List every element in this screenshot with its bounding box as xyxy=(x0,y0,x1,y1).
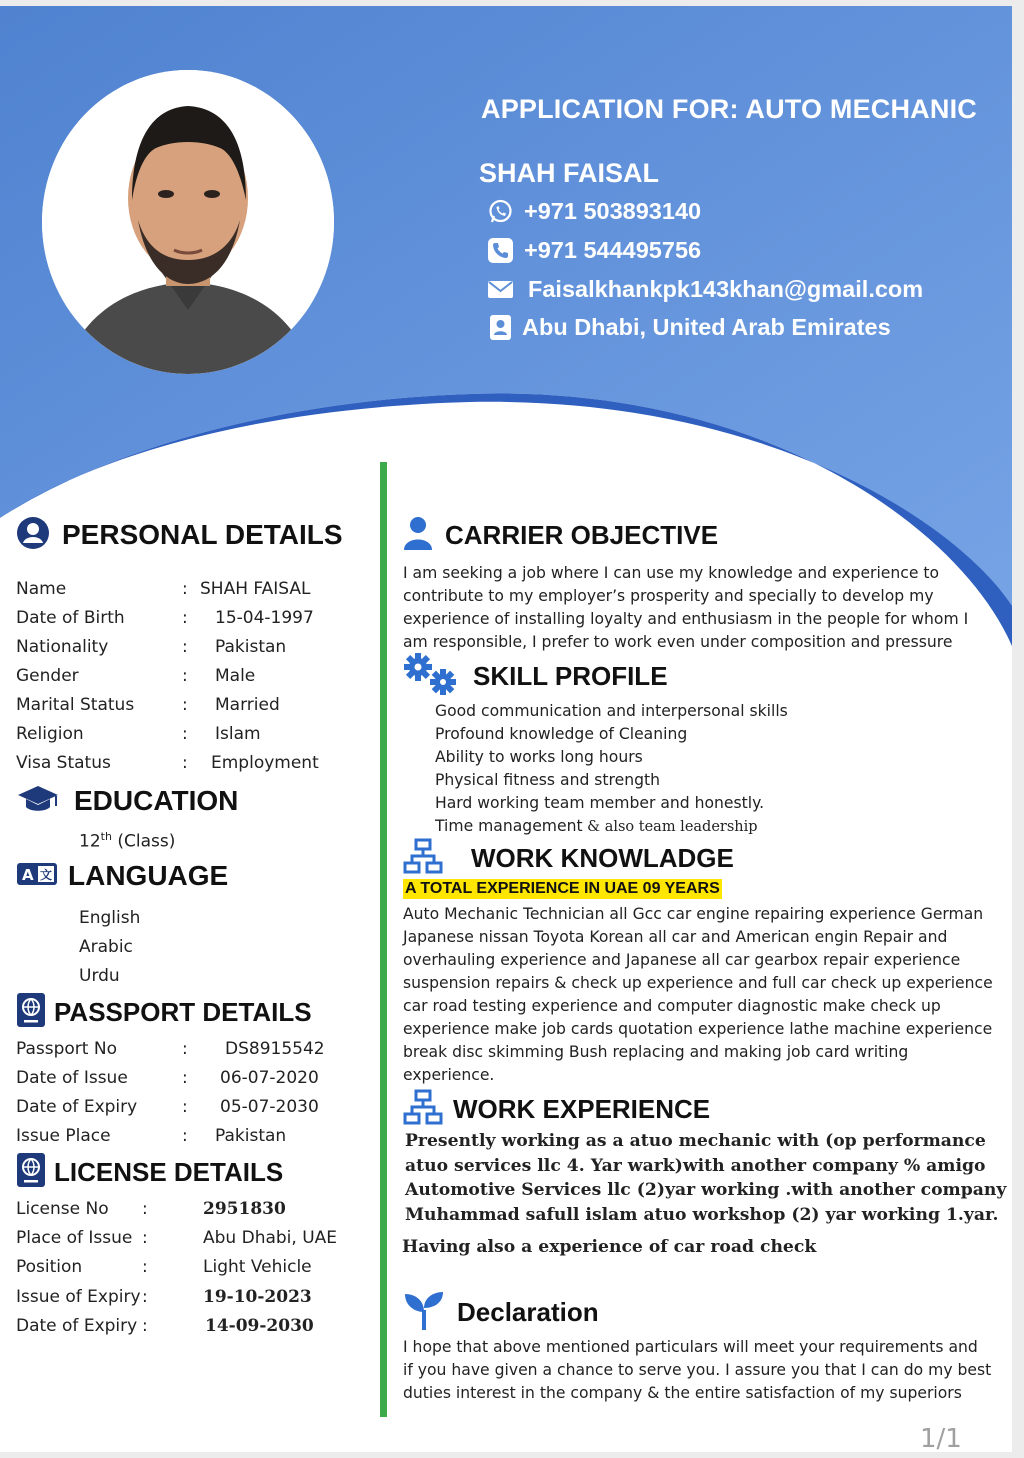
road-check-experience: Having also a experience of car road check xyxy=(402,1237,817,1257)
svg-text:A: A xyxy=(22,866,34,884)
language-item: English xyxy=(79,908,141,928)
application-title: APPLICATION FOR: AUTO MECHANIC xyxy=(481,94,977,124)
email-address: Faisalkhankpk143khan@gmail.com xyxy=(528,276,924,302)
total-experience-highlight: A TOTAL EXPERIENCE IN UAE 09 YEARS xyxy=(405,880,720,897)
whatsapp-number: +971 503893140 xyxy=(524,198,702,224)
work-knowledge-heading: WORK KNOWLADGE xyxy=(403,838,734,878)
phone-icon xyxy=(487,237,514,264)
profile-photo xyxy=(42,70,334,374)
list-item: Physical fitness and strength xyxy=(435,771,660,789)
resume-page: APPLICATION FOR: AUTO MECHANIC SHAH FAISAL +971 503893140 +971 544495756 Faisalkhankpk143khan@gmail.com Abu Dhabi, United Arab Emirates PERSONAL DETAILS Name : SHAH FAISAL Date of Birth : 15-04-1997 Nationality : Pakistan Gender : Male Marital Status : Married Religion : Islam Visa Status : Employment EDUCATION 12th (Class) A 文 LANGUAGE English Arabic Urdu PASSPORT DETAILS Passport No : DS8915542 Date of Issue : 06-07-2020 Date of Expiry : 05-07-2030 Issue Place : Pakistan LICENSE DETAILS License No : 2951830 Place of Issue : Abu Dhabi, UAE Position : Light Vehicle Issue of Expiry : 19-10-2023 Date of Expiry : 14-09-2030 CARRIER OBJECTIVE I am seeking a job where I can use my knowledge and experience to contribute to my employer’s prosperity and specially to develop my experience of installing loyalty and enthusiasm in the people for whom I am responsible, I prefer to work even under composition and pressure SKILL PROFILE Good communication and interpersonal skills Profound knowledge of Cleaning Ability to works long hours Physical fitness and strength Hard working team member and honestly. Time management & also team leadership WORK KNOWLADGE A TOTAL EXPERIENCE IN UAE 09 YEARS Auto Mechanic Technician all Gcc car engine repairing experience German Japanese nissan Toyota Korean all car and American engin Repair and overhauling experience and Japanese all car gearbox repair experience suspension repairs & check up experience and full car check up experience car road testing experience and computer diagnostic make check up experience make job cards quotation experience lathe machine experience break disc skimming Bush replacing and making job card writing experience. WORK EXPERIENCE Presently working as a atuo mechanic with (op performance atuo services llc 4. Yar wark)with another company % amigo Automotive Services llc (2)yar working .with another company Muhammad safull islam atuo workshop (2) yar working 1.yar. Having also a experience of car road check Declaration I hope that above mentioned particulars will meet your requirements and if you have given a chance to serve you. I assure you that I can do my best duties interest in the company & the entire satisfaction of my superiors 1/1 xyxy=(0,6,1012,1452)
graduation-cap-icon xyxy=(16,782,60,820)
sprout-icon xyxy=(403,1290,445,1334)
education-heading: EDUCATION xyxy=(16,782,238,820)
language-item: Arabic xyxy=(79,937,133,957)
skill-list xyxy=(435,700,788,839)
applicant-name: SHAH FAISAL xyxy=(479,158,660,188)
license-icon xyxy=(16,1152,46,1192)
license-details-heading: LICENSE DETAILS xyxy=(16,1152,283,1192)
translate-icon xyxy=(16,860,58,892)
network-icon xyxy=(403,1089,443,1129)
address-text: Abu Dhabi, United Arab Emirates xyxy=(522,314,891,340)
skill-profile-heading: SKILL PROFILE xyxy=(403,652,668,700)
declaration-heading: Declaration xyxy=(403,1290,599,1334)
network-icon xyxy=(403,838,443,878)
whatsapp-line[interactable] xyxy=(487,198,701,225)
list-item: Good communication and interpersonal skills xyxy=(435,702,788,720)
passport-icon xyxy=(16,992,46,1032)
address-line xyxy=(487,314,891,341)
language-heading: A 文 LANGUAGE xyxy=(16,860,228,892)
list-item: Profound knowledge of Cleaning xyxy=(435,725,688,743)
address-card-icon xyxy=(487,314,514,341)
user-circle-icon xyxy=(16,516,50,554)
list-item: Ability to works long hours xyxy=(435,748,643,766)
email-line[interactable] xyxy=(487,276,923,303)
list-item: Hard working team member and honestly. xyxy=(435,794,765,812)
list-item: Time management & also team leadership xyxy=(435,817,758,835)
phone-number: +971 544495756 xyxy=(524,237,702,263)
phone-line[interactable] xyxy=(487,237,701,264)
work-experience-heading: WORK EXPERIENCE xyxy=(403,1089,710,1129)
work-experience-text: Presently working as a atuo mechanic with (op performance atuo services llc 4. Yar wark)with another company % amigo Automotive Services llc (2)yar working .with another company Muhammad safull islam atuo workshop (2) yar working 1.yar. xyxy=(405,1131,1007,1225)
passport-details-heading: PASSPORT DETAILS xyxy=(16,992,312,1032)
svg-text:文: 文 xyxy=(40,868,53,882)
whatsapp-icon xyxy=(487,198,514,225)
column-divider xyxy=(380,462,387,1417)
page-number: 1/1 xyxy=(920,1424,962,1452)
person-icon xyxy=(403,516,433,554)
personal-details-heading: PERSONAL DETAILS xyxy=(16,516,343,554)
work-knowledge-text: Auto Mechanic Technician all Gcc car engine repairing experience German Japanese nissan Toyota Korean all car and American engin Repair and overhauling experience and Japanese all car gearbox repair experience suspension repairs & check up experience and full car check up experience car road testing experience and computer diagnostic make check up experience make job cards quotation experience lathe machine experience break disc skimming Bush replacing and making job card writing experience. xyxy=(403,905,993,1084)
declaration-text: I hope that above mentioned particulars will meet your requirements and if you have given a chance to serve you. I assure you that I can do my best duties interest in the company & the entire satisfaction of my superiors xyxy=(403,1338,992,1402)
language-item: Urdu xyxy=(79,966,120,986)
gears-icon xyxy=(403,652,459,700)
email-icon xyxy=(487,276,514,303)
carrier-objective-heading: CARRIER OBJECTIVE xyxy=(403,516,718,554)
education-class: 12th (Class) xyxy=(79,830,176,852)
objective-text: I am seeking a job where I can use my knowledge and experience to contribute to my employer’s prosperity and specially to develop my experience of installing loyalty and enthusiasm in the people for whom I am responsible, I prefer to work even under composition and pressure xyxy=(403,564,969,651)
